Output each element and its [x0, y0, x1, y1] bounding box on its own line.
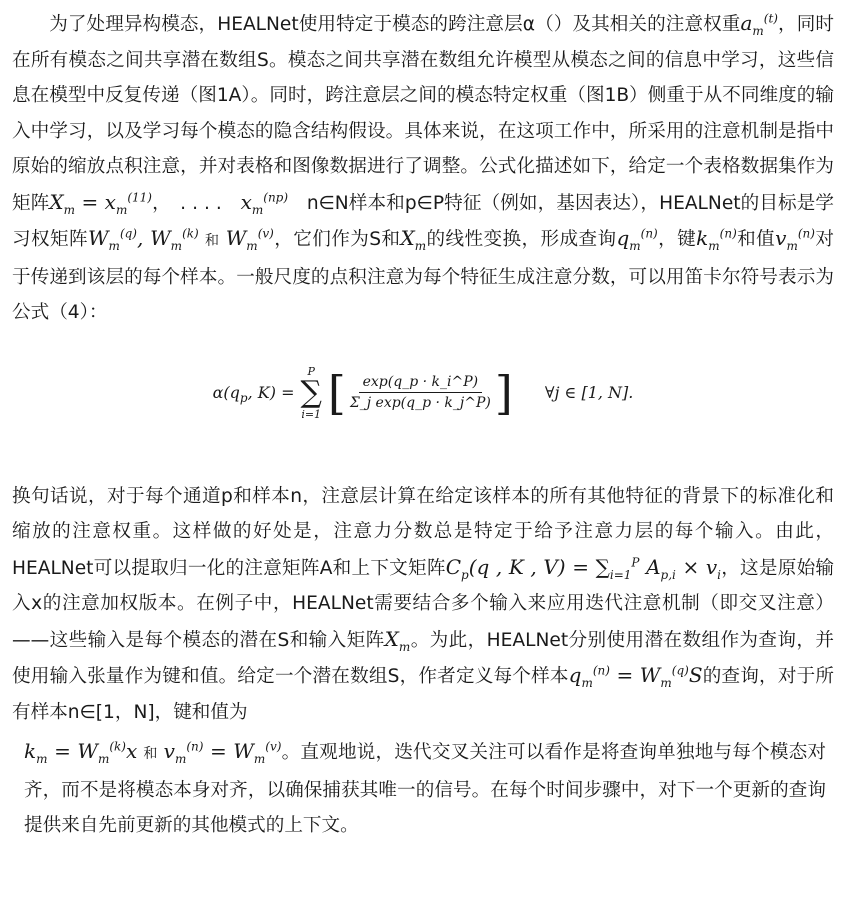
formula-sum: P ∑ i=1 [300, 364, 322, 421]
fraction-denominator: Σ_j exp(q_p · k_j^P) [349, 395, 491, 411]
formula-lhs: α(q [212, 383, 240, 402]
text-run: ，键 [657, 229, 697, 250]
math-w-m-v: $W_m^{(v)}$ [225, 226, 274, 253]
text-run-small: 和 [143, 746, 158, 762]
math-v-m-n: $v_m^{(n)}$ [775, 226, 815, 253]
math-x-m: $X_m$ [400, 226, 427, 253]
text-run: 。为此，HEALNet分别使用潜在数组作为查询，并使用输入张量作为键和值。给定一个潜在数组S，作者定义每个样本 [12, 629, 834, 687]
sum-upper-limit: P [307, 364, 315, 378]
text-run: ，它们作为S和 [273, 229, 401, 250]
text-run-small: 和 [205, 233, 220, 249]
text-run: 的线性变换，形成查询 [426, 229, 617, 250]
paragraph-2 [12, 479, 834, 731]
formula-fraction [350, 374, 491, 411]
math-k-m-n: $k_m^{(n)}$ [696, 226, 737, 253]
math-a-m-t: $a_m^{(t)}$ [740, 11, 778, 38]
text-run: ，这是原始输入x的注意加权版本。在例子中，HEALNet需要结合多个输入来应用迭代注意机制（即交叉注意）——这些输入是每个模态的潜在S和输入矩阵 [12, 557, 834, 651]
math-x-m-np: $x_m^{(np)}$ [240, 189, 289, 217]
text-run: 。直观地说，迭代交叉关注可以看作是将查询单独地与每个模态对齐，而不是将模态本身对齐，以确保捕获其唯一的信号。在每个时间步骤中，对下一个更新的查询提供来自先前更新的其他模式的上下文。 [24, 742, 827, 836]
paragraph-1 [12, 6, 834, 331]
text-run: 换句话说，对于每个通道p和样本n，注意层计算在给定该样本的所有其他特征的背景下的标准化和缩放的注意权重。这样做的好处是，注意力分数总是特定于给予注意力层的每个输入。由此，HEALNet可以提取归一化的注意矩阵A和上下文矩阵 [12, 485, 834, 579]
sum-lower-limit: i=1 [301, 407, 322, 421]
formula-condition: ∀j ∈ [1, N]. [544, 383, 634, 402]
math-value-def: $v_m^{(n)} = W_m^{(v)}$ [163, 739, 282, 766]
text-run: 对于传递到该层的每个样本。一般尺度的点积注意为每个特征生成注意分数，可以用笛卡尔符号表示为公式（4）： [12, 229, 834, 323]
math-w-m-q: $W_m^{(q)}$, $W_m^{(k)}$ [87, 226, 199, 253]
text-run: 为了处理异构模态，HEALNet使用特定于模态的跨注意层α（）及其相关的注意权重 [49, 14, 741, 35]
text-run: ，同时在所有模态之间共享潜在数组S。模态之间共享潜在数组允许模型从模态之间的信息中学习，这些信息在模型中反复传递（图1A）。同时，跨注意层之间的模态特定权重（图1B）侧重于从不同维度的输入中学习，以及学习每个模态的隐含结构假设。具体来说，在这项工作中，所采用的注意机制是指中原始的缩放点积注意，并对表格和图像数据进行了调整。公式化描述如下，给定一个表格数据集作为矩阵 [12, 14, 834, 214]
text-run: ， . . . . [152, 192, 241, 214]
fraction-numerator: exp(q_p · k_i^P) [359, 374, 482, 393]
paragraph-3 [12, 734, 834, 844]
math-context-matrix: $C_p(q$ , K , $V) = \sum_{i=1}^P$ $A_{p,i} \times v_i$ [445, 554, 721, 582]
math-q-m-n: $q_m^{(n)}$ [616, 226, 658, 253]
math-x-m-equals: $X_m = x_m^{(11)}$ [49, 189, 152, 217]
text-run: n∈N样本和p∈P特征（例如，基因表达），HEALNet的目标是学习权矩阵 [12, 192, 834, 250]
formula-lhs-2: , K) = [247, 383, 295, 402]
math-key-value-def: $k_m = W_m^{(k)}x$ [24, 739, 138, 766]
math-x-m: $X_m$ [384, 626, 411, 654]
text-run: 和值 [736, 229, 776, 250]
attention-formula: $\alpha(q_p$, K) = P ∑ i=1 [ $\frac{\exp(q\_p \cdot k\_i\^{}P)}{\text{Σ\_j exp(q\_p · k\_j\textasciicircum{}P)}}$ ] ∀j ∈ [1, N]. [212, 364, 634, 421]
math-query-def: $q_m^{(n)} = W_m^{(q)}S$ [568, 663, 703, 690]
text-run: 的查询，对于所有样本n∈[1，N]，键和值为 [12, 666, 834, 723]
